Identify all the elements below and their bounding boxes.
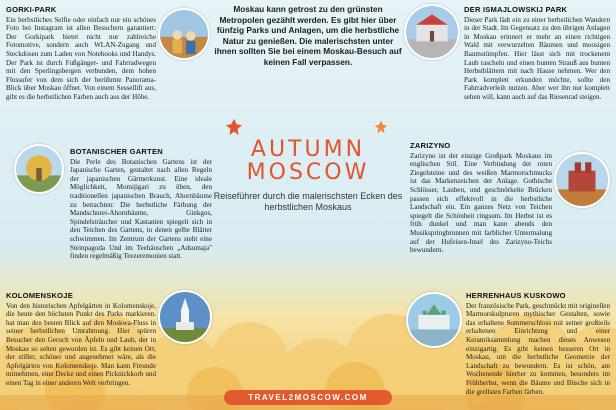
- section-kuskovo: [466, 292, 610, 396]
- title-line-1: AUTUMN: [250, 137, 366, 162]
- subtitle: Reiseführer durch die malerischsten Ecken des herbstlichen Moskaus: [213, 191, 403, 212]
- section-text: Von den historischen Apfelgärten in Kolomenskoje, die heute den höchsten Punkt des Parks markieren. hat man den besten Blick auf den Moskwa-Fluss in seiner herbstlichen Umrahmung. Hier spüren Besucher den Geruch von Äpfeln und Laub, der in Moskau so selten geworden ist. Es gibt keinen Ort, der stiller, schöner und angenehmer wäre, als die Apfelgärten von Kolomenskoje. Man kann Freunde mitnehmen, eine Decke und einen Picknickkorb und einen Tag in einer anderen Welt verbringen.: [6, 301, 156, 387]
- section-heading: DER ISMAJLOWSKIJ PARK: [464, 5, 568, 14]
- section-text: Die Perle des Botanischen Gartens ist der Japanische Garten, gestaltet nach allen Regeln der japanischen Gärtnerkunst. Eine ideale Möglichkeit, Momijigari zu üben, den traditionellen japanischen Brauch, Ahornbäume zu betrachten: Die herbstliche Färbung der Mandschurei-Ahornbäume, Ginkgos, Spindelsträucher und Kastanien spiegelt sich in den Teichen des Gartens, in denen gelbe Blätter schwimmen. Im Zentrum der Gartens steht eine Steinpagoda Und im Teehäuschen „Adsumaja" finden regelmäßig Teezeremonien statt.: [70, 157, 212, 261]
- section-gorki-park: [6, 6, 156, 102]
- section-text: Ein herbstliches Selfie oder einfach nur ein schönes Foto bei Instagram ist allen Besuchern garantiert: Der Gorkipark bietet nicht nur zahlreiche Fotomotive, sondern auch WLAN-Zugang und Steckdosen zum Laden von Notebooks und Handys. Der Park ist durch Fußgänger- und Fahrradwegen mit den Sperlingsbergen verbunden, dem hohen Flussufer von dem sich der berühmte Panorama-Blick über Moskau öffnet. Von einem Sessellift aus, gibt es die herbstlichen Farben auch aus der Höhe.: [6, 15, 156, 101]
- ismailovsky-park-photo: [404, 4, 460, 60]
- section-botanic-garden: [70, 148, 212, 261]
- section-heading: KOLOMENSKOJE: [6, 291, 73, 300]
- section-heading: HERRENHAUS KUSKOWO: [466, 291, 566, 300]
- leaf-icon: [225, 118, 243, 136]
- section-zarizyno: [410, 142, 552, 255]
- section-text: Zarizyno ist der einzige Großpark Moskaus im englischen Stil. Eine Verbindung der roten Ziegelsteine und des weißen Marmorschmucks ist das Markenzeichen der Anlage. Gothische Schlösser, Lauben, und geschnörkelte Brücken passen sich effektvoll in die herbstliche Landschaft ein. Ein ganzes Netz von Teichen spiegelt die Schönheit ringsum. Im Herbst ist es früh dunkel und man kann abends den Musikspringbrunnen mit farblicher Untermalung auf der Hufeisen-Insel des Zarizyno-Teichs bewundern.: [410, 151, 552, 255]
- website-link[interactable]: TRAVEL2MOSCOW.COM: [224, 390, 392, 405]
- section-text: Dieser Park lädt ein zu einer herbstlichen Wandern in der Stadt. Im Gegensatz zu den übrigen Anlagen in Moskau erinnert er mehr an einen richtigen Wald mit verwurzelten Bäumen und moosigen Baumstümpfen. Hier lässt sich mit trockenem Laub rascheln und einen bunten Strauß aus bunten Herbstblättern mit nach Hause nehmen. Wer den Park komplett erkunden möchte, sollte den Fahrradverleih nutzen. Aber wer ihn nur komplett sehen will, kann auch auf das Riesenrad steigen.: [464, 15, 610, 101]
- section-heading: BOTANISCHER GARTEN: [70, 147, 163, 156]
- section-heading: ZARIZYNO: [410, 141, 451, 150]
- section-ismailovsky-park: [464, 6, 610, 102]
- gorki-park-photo: [158, 8, 210, 60]
- title-line-2: MOSCOW: [246, 160, 370, 185]
- zarizyno-photo: [554, 152, 610, 208]
- section-kolomenskoje: [6, 292, 156, 388]
- kuskovo-photo: [406, 292, 462, 348]
- botanic-garden-photo: [14, 144, 64, 194]
- leaf-icon: [374, 120, 388, 134]
- intro-text: Moskau kann getrost zu den grünsten Metropolen gezählt werden. Es gibt hier über fünfzig Parks und Anlagen, um die herbstliche Natur zu genießen. Die malerischsten unter ihnen sollten Sie bei einem Moskau-Besuch auf keinen Fall verpassen.: [214, 4, 402, 67]
- section-heading: GORKI-PARK: [6, 5, 57, 14]
- section-text: Der französische Park, geschmückt mit originellen Marmorskulpturen mythischer Gestalten, sowie das erhaltene Sommerschloss mit seiner großteils erhaltenen Einrichtung und einer Keramiksammlung machen dieses Anwesen einzigartig. Es gibt keinen besseren Ort in Moskau, um die herbstliche Geometrie der Landschaft zu bewundern. Es ist schön, am Wochenende hierher zu kommen, besonders im Frühherbst, wenn die Bäume und Büsche sich in die grellsten Farben färben.: [466, 301, 610, 396]
- kolomenskoje-photo: [158, 290, 212, 344]
